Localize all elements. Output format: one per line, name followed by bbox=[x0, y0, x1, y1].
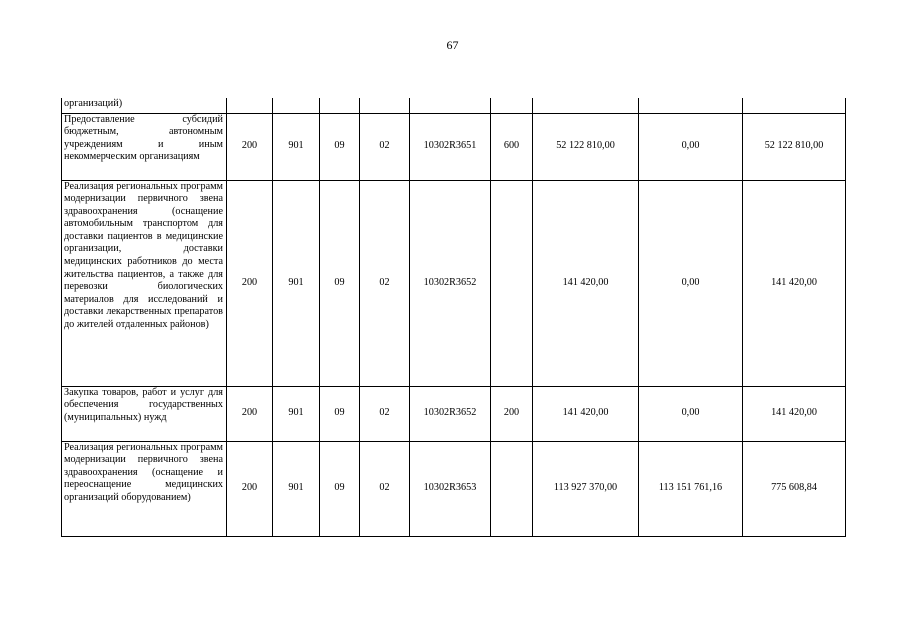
cell-col2 bbox=[273, 98, 320, 113]
cell-col2: 901 bbox=[273, 386, 320, 441]
cell-name: Реализация региональных программ модернизации первичного звена здравоохранения (оснащение автомобильным транспортом для доставки пациентов в медицинские организации, доставки медицинских работников до места жительства пациентов, а также для перевозки биологических материалов для исследований и доставки лекарственных препаратов до жителей отдаленных районов) bbox=[62, 180, 227, 386]
cell-col6 bbox=[491, 98, 533, 113]
table-row bbox=[62, 386, 846, 441]
cell-col2: 901 bbox=[273, 441, 320, 536]
cell-col4: 02 bbox=[360, 113, 410, 180]
table-row bbox=[62, 441, 846, 536]
table-row bbox=[62, 98, 846, 113]
cell-col9: 141 420,00 bbox=[743, 180, 846, 386]
cell-col7: 141 420,00 bbox=[533, 180, 639, 386]
cell-col1 bbox=[227, 98, 273, 113]
cell-col8 bbox=[639, 98, 743, 113]
cell-col7: 113 927 370,00 bbox=[533, 441, 639, 536]
cell-name: организаций) bbox=[62, 98, 227, 113]
cell-col8: 0,00 bbox=[639, 180, 743, 386]
cell-col6 bbox=[491, 180, 533, 386]
cell-col1: 200 bbox=[227, 113, 273, 180]
cell-col8: 113 151 761,16 bbox=[639, 441, 743, 536]
cell-col8: 0,00 bbox=[639, 113, 743, 180]
cell-col7: 52 122 810,00 bbox=[533, 113, 639, 180]
cell-col3 bbox=[320, 98, 360, 113]
cell-col5 bbox=[410, 98, 491, 113]
cell-col1: 200 bbox=[227, 386, 273, 441]
cell-col3: 09 bbox=[320, 113, 360, 180]
cell-col7: 141 420,00 bbox=[533, 386, 639, 441]
cell-col1: 200 bbox=[227, 180, 273, 386]
cell-col5: 10302R3652 bbox=[410, 180, 491, 386]
cell-col9: 775 608,84 bbox=[743, 441, 846, 536]
cell-col7 bbox=[533, 98, 639, 113]
cell-col2: 901 bbox=[273, 180, 320, 386]
cell-col5: 10302R3652 bbox=[410, 386, 491, 441]
cell-name: Предоставление субсидий бюджетным, автономным учреждениям и иным некоммерческим организациям bbox=[62, 113, 227, 180]
cell-col2: 901 bbox=[273, 113, 320, 180]
cell-name: Закупка товаров, работ и услуг для обеспечения государственных (муниципальных) нужд bbox=[62, 386, 227, 441]
cell-col1: 200 bbox=[227, 441, 273, 536]
table-row bbox=[62, 113, 846, 180]
cell-col3: 09 bbox=[320, 441, 360, 536]
cell-col6 bbox=[491, 441, 533, 536]
table-row bbox=[62, 180, 846, 386]
budget-table bbox=[61, 98, 846, 537]
cell-col9: 52 122 810,00 bbox=[743, 113, 846, 180]
cell-col4: 02 bbox=[360, 180, 410, 386]
cell-col9: 141 420,00 bbox=[743, 386, 846, 441]
cell-col6: 600 bbox=[491, 113, 533, 180]
cell-col6: 200 bbox=[491, 386, 533, 441]
cell-col9 bbox=[743, 98, 846, 113]
cell-col5: 10302R3653 bbox=[410, 441, 491, 536]
cell-col5: 10302R3651 bbox=[410, 113, 491, 180]
page-number: 67 bbox=[446, 38, 459, 52]
cell-col8: 0,00 bbox=[639, 386, 743, 441]
cell-col4: 02 bbox=[360, 386, 410, 441]
cell-col3: 09 bbox=[320, 386, 360, 441]
cell-col4 bbox=[360, 98, 410, 113]
cell-col4: 02 bbox=[360, 441, 410, 536]
cell-name: Реализация региональных программ модернизации первичного звена здравоохранения (оснащение и переоснащение медицинских организаций оборудованием) bbox=[62, 441, 227, 536]
cell-col3: 09 bbox=[320, 180, 360, 386]
